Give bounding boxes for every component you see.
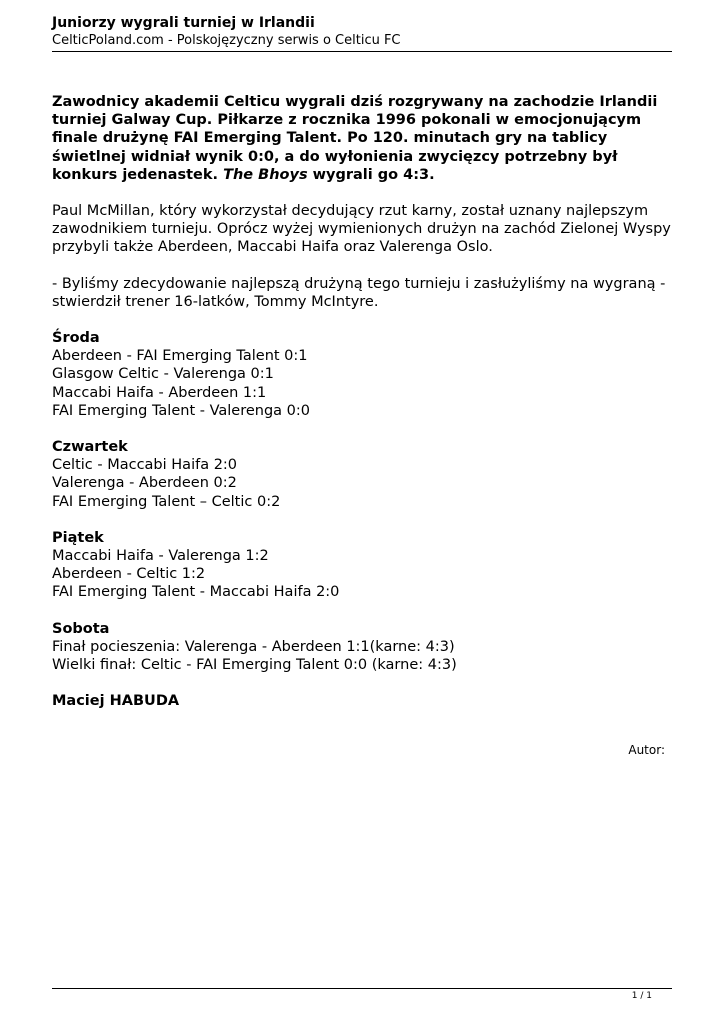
article-paragraph-1: Paul McMillan, który wykorzystał decydujący rzut karny, został uznany najlepszym zawodnikiem turnieju. Oprócz wyżej wymienionych drużyn na zachód Zielonej Wyspy przybyli także Aberdeen, Maccabi Haifa oraz Valerenga Oslo. <box>52 203 671 256</box>
match-result: Celtic - Maccabi Haifa 2:0 <box>52 457 238 474</box>
lead-text: Zawodnicy akademii Celticu wygrali dziś rozgrywany na zachodzie Irlandii turniej Galway Cup. Piłkarze z rocznika 1996 pokonali w emocjonującym finale drużynę FAI Emerging Talent. Po 120. minutach gry na tablicy świetlnej widniał wynik 0:0, a do wyłonienia zwycięzcy potrzebny był konkurs jedenastek. <box>52 94 658 183</box>
lead-italic-text: The Bhoys <box>223 166 308 183</box>
site-subtitle: CelticPoland.com - Polskojęzyczny serwis o Celticu FC <box>52 33 401 48</box>
match-result: FAI Emerging Talent - Valerenga 0:0 <box>52 402 310 419</box>
page-title: Juniorzy wygrali turniej w Irlandii <box>52 15 315 31</box>
schedule-section-piatek <box>52 529 674 602</box>
match-result: FAI Emerging Talent - Maccabi Haifa 2:0 <box>52 584 340 601</box>
author-label: Autor: <box>628 743 665 757</box>
section-heading: Piątek <box>52 529 104 546</box>
match-result: Aberdeen - Celtic 1:2 <box>52 566 206 583</box>
section-heading: Sobota <box>52 620 110 637</box>
footer-divider <box>52 988 672 989</box>
schedule-section-sobota <box>52 620 674 675</box>
schedule-section-sroda <box>52 329 674 420</box>
article-lead <box>52 93 674 184</box>
match-result: Valerenga - Aberdeen 0:2 <box>52 475 237 492</box>
match-result: Maccabi Haifa - Aberdeen 1:1 <box>52 384 267 401</box>
article-paragraph-2: - Byliśmy zdecydowanie najlepszą drużyną tego turnieju i zasłużyliśmy na wygraną - stwierdził trener 16-latków, Tommy McIntyre. <box>52 275 666 310</box>
article-author: Maciej HABUDA <box>52 693 180 710</box>
match-result: Aberdeen - FAI Emerging Talent 0:1 <box>52 348 308 365</box>
page-number: 1 / 1 <box>631 991 652 1001</box>
match-result: FAI Emerging Talent – Celtic 0:2 <box>52 493 281 510</box>
match-result: Maccabi Haifa - Valerenga 1:2 <box>52 548 269 565</box>
schedule-section-czwartek <box>52 438 674 511</box>
section-heading: Czwartek <box>52 439 128 456</box>
match-result: Wielki finał: Celtic - FAI Emerging Talent 0:0 (karne: 4:3) <box>52 657 457 674</box>
page-header <box>52 15 672 49</box>
lead-text-end: wygrali go 4:3. <box>307 166 435 183</box>
match-result: Glasgow Celtic - Valerenga 0:1 <box>52 366 274 383</box>
match-result: Finał pocieszenia: Valerenga - Aberdeen 1:1(karne: 4:3) <box>52 638 455 655</box>
article-body <box>52 93 674 710</box>
section-heading: Środa <box>52 330 100 347</box>
header-divider <box>52 51 672 52</box>
